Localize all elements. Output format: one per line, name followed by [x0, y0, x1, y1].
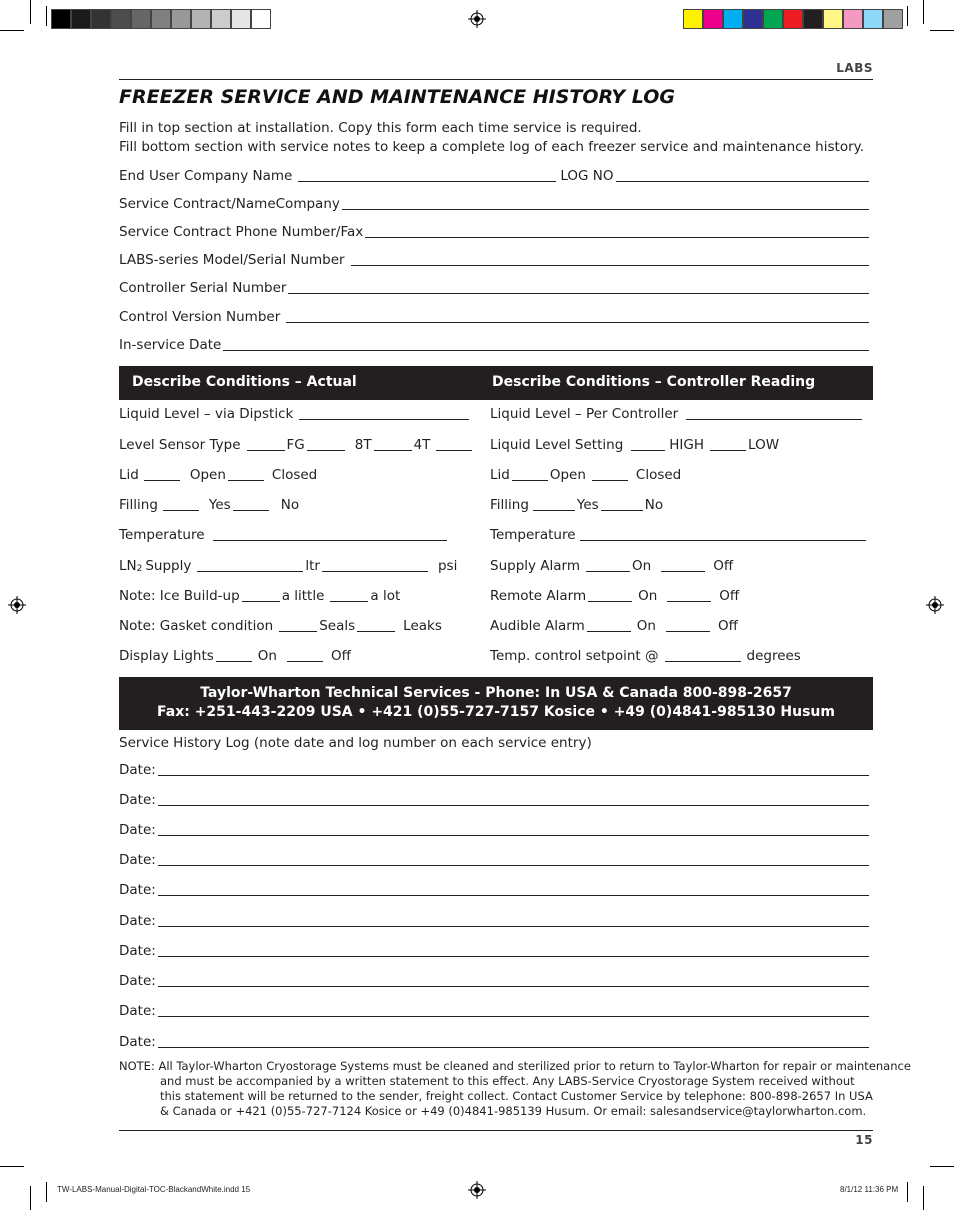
- sensor-8t-field[interactable]: [307, 437, 345, 451]
- supply-alarm-on-label: On: [632, 558, 652, 574]
- footer-rule: [119, 1130, 873, 1131]
- psi-label: psi: [437, 558, 458, 574]
- date-slug: 8/1/12 11:36 PM: [840, 1185, 899, 1194]
- filling-label: Filling: [119, 497, 158, 513]
- audible-alarm-on-field[interactable]: [587, 618, 631, 632]
- t4-label: 4T: [413, 437, 431, 453]
- crop-mark: [923, 0, 924, 24]
- remote-alarm-on-label: On: [638, 588, 658, 604]
- crop-mark: [30, 1186, 31, 1210]
- color-swatch: [863, 9, 883, 29]
- date-entry-field[interactable]: [158, 822, 869, 836]
- ltr-label: ltr: [305, 558, 320, 574]
- audible-alarm-on-label: On: [636, 618, 656, 634]
- date-entry-row: [119, 1032, 869, 1050]
- service-contract-label: Service Contract/NameCompany: [119, 196, 340, 212]
- audible-alarm-off-label: Off: [717, 618, 738, 634]
- remote-alarm-on-field[interactable]: [588, 588, 632, 602]
- log-no-label: LOG NO: [560, 168, 614, 184]
- per-controller-row: [490, 404, 864, 422]
- crop-mark: [46, 1182, 47, 1202]
- supply-alarm-off-field[interactable]: [661, 558, 705, 572]
- fg-label: FG: [286, 437, 305, 453]
- contract-phone-label: Service Contract Phone Number/Fax: [119, 224, 364, 240]
- color-swatch: [823, 9, 843, 29]
- display-lights-label: Display Lights: [119, 648, 214, 664]
- header-rule: [119, 79, 873, 80]
- intro-line: Fill bottom section with service notes to keep a complete log of each freezer service and maintenance history.: [119, 139, 864, 155]
- controller-serial-field[interactable]: [288, 280, 869, 294]
- controller-temperature-label: Temperature: [490, 527, 576, 543]
- lid-open-field[interactable]: [144, 467, 180, 481]
- controller-temperature-row: [490, 525, 868, 543]
- lid-closed-field[interactable]: [228, 467, 264, 481]
- setpoint-row: [490, 646, 801, 664]
- audible-alarm-off-field[interactable]: [666, 618, 710, 632]
- closed-label: Closed: [271, 467, 318, 483]
- lot-label: a lot: [370, 588, 401, 604]
- remote-alarm-off-field[interactable]: [667, 588, 711, 602]
- color-swatch: [171, 9, 191, 29]
- supply-alarm-label: Supply Alarm: [490, 558, 581, 574]
- color-swatch: [251, 9, 271, 29]
- controller-lid-closed-field[interactable]: [592, 467, 628, 481]
- supply-psi-field[interactable]: [322, 558, 428, 572]
- crop-mark: [923, 1186, 924, 1210]
- crop-mark: [907, 1182, 908, 1202]
- ice-row: [119, 586, 400, 604]
- control-version-label: Control Version Number: [119, 309, 281, 325]
- date-entry-row: [119, 790, 869, 808]
- color-swatch: [131, 9, 151, 29]
- lid-row: [119, 465, 317, 483]
- ln-label: LN: [119, 558, 137, 574]
- crop-mark: [930, 1166, 954, 1167]
- date-entry-field[interactable]: [158, 913, 869, 927]
- sensor-row: [119, 435, 474, 453]
- color-swatch: [763, 9, 783, 29]
- audible-alarm-label: Audible Alarm: [490, 618, 585, 634]
- date-entry-field[interactable]: [158, 882, 869, 896]
- color-swatch: [743, 9, 763, 29]
- filling-yes-field[interactable]: [163, 497, 199, 511]
- controller-yes-label: Yes: [576, 497, 599, 513]
- off-label: Off: [330, 648, 351, 664]
- in-service-row: [119, 335, 869, 353]
- ice-little-field[interactable]: [242, 588, 280, 602]
- date-label: Date:: [119, 822, 156, 838]
- yes-label: Yes: [208, 497, 231, 513]
- per-controller-field[interactable]: [686, 406, 862, 420]
- on-label: On: [257, 648, 277, 664]
- low-label: LOW: [748, 437, 780, 453]
- dipstick-row: [119, 404, 471, 422]
- date-entry-row: [119, 760, 869, 778]
- color-bar: [683, 9, 903, 29]
- gasket-seals-field[interactable]: [279, 618, 317, 632]
- return-note: [119, 1059, 911, 1119]
- log-no-field[interactable]: [616, 168, 869, 182]
- page-title: FREEZER SERVICE AND MAINTENANCE HISTORY LOG: [119, 86, 675, 108]
- seals-label: Seals: [319, 618, 356, 634]
- date-label: Date:: [119, 973, 156, 989]
- audible-alarm-row: [490, 616, 738, 634]
- controller-lid-row: [490, 465, 681, 483]
- color-swatch: [231, 9, 251, 29]
- supply-label: Supply: [145, 558, 192, 574]
- ln-subscript: 2: [136, 564, 143, 574]
- contract-phone-field[interactable]: [365, 224, 869, 238]
- ice-label: Note: Ice Build-up: [119, 588, 240, 604]
- color-swatch: [843, 9, 863, 29]
- date-entry-field[interactable]: [158, 943, 869, 957]
- controller-closed-label: Closed: [635, 467, 682, 483]
- company-name-label: End User Company Name: [119, 168, 293, 184]
- intro-line: Fill in top section at installation. Copy this form each time service is required.: [119, 120, 642, 136]
- date-label: Date:: [119, 762, 156, 778]
- model-serial-field[interactable]: [351, 252, 869, 266]
- controller-open-label: Open: [549, 467, 586, 483]
- t8-label: 8T: [354, 437, 372, 453]
- gasket-leaks-field[interactable]: [357, 618, 395, 632]
- controller-lid-open-field[interactable]: [512, 467, 548, 481]
- service-contract-field[interactable]: [342, 196, 869, 210]
- in-service-label: In-service Date: [119, 337, 222, 353]
- date-entry-field[interactable]: [158, 762, 869, 776]
- date-entry-field[interactable]: [158, 1003, 869, 1017]
- phone-row: [119, 222, 869, 240]
- model-serial-label: LABS-series Model/Serial Number: [119, 252, 345, 268]
- crop-mark: [907, 6, 908, 26]
- degrees-label: degrees: [746, 648, 801, 664]
- color-swatch: [111, 9, 131, 29]
- ln2-supply-row: [119, 556, 457, 574]
- little-label: a little: [281, 588, 325, 604]
- setpoint-label: Temp. control setpoint @: [490, 648, 659, 664]
- date-entry-row: [119, 850, 869, 868]
- dipstick-label: Liquid Level – via Dipstick: [119, 406, 294, 422]
- high-label: HIGH: [669, 437, 705, 453]
- filling-row: [119, 495, 299, 513]
- color-swatch: [803, 9, 823, 29]
- temperature-row: [119, 525, 449, 543]
- supply-alarm-row: [490, 556, 733, 574]
- ice-lot-field[interactable]: [330, 588, 368, 602]
- registration-mark-icon: [468, 10, 486, 28]
- controller-lid-label: Lid: [490, 467, 510, 483]
- color-swatch: [723, 9, 743, 29]
- color-swatch: [51, 9, 71, 29]
- date-label: Date:: [119, 1034, 156, 1050]
- section-label: LABS: [836, 61, 873, 75]
- level-setting-row: [490, 435, 779, 453]
- lid-label: Lid: [119, 467, 139, 483]
- conditions-header: [119, 366, 873, 400]
- setpoint-field[interactable]: [665, 648, 741, 662]
- open-label: Open: [189, 467, 226, 483]
- actual-header: Describe Conditions – Actual: [132, 374, 357, 390]
- date-entry-row: [119, 971, 869, 989]
- controller-serial-label: Controller Serial Number: [119, 280, 287, 296]
- control-version-field[interactable]: [286, 309, 869, 323]
- controller-filling-label: Filling: [490, 497, 529, 513]
- crop-mark: [46, 6, 47, 26]
- sensor-label: Level Sensor Type: [119, 437, 241, 453]
- date-entry-row: [119, 1001, 869, 1019]
- remote-alarm-off-label: Off: [719, 588, 740, 604]
- per-controller-label: Liquid Level – Per Controller: [490, 406, 679, 422]
- tech-phone-line: Taylor-Wharton Technical Services - Phone: In USA & Canada 800-898-2657: [200, 685, 792, 701]
- controller-row: [119, 278, 869, 296]
- date-entry-row: [119, 880, 869, 898]
- color-swatch: [683, 9, 703, 29]
- crop-mark: [0, 1166, 24, 1167]
- tech-services-banner: [119, 677, 873, 730]
- intro-text: [119, 119, 879, 157]
- version-row: [119, 307, 869, 325]
- color-swatch: [211, 9, 231, 29]
- sensor-extra-field[interactable]: [436, 437, 472, 451]
- display-lights-row: [119, 646, 351, 664]
- dipstick-field[interactable]: [299, 406, 469, 420]
- date-label: Date:: [119, 913, 156, 929]
- controller-filling-no-field[interactable]: [601, 497, 643, 511]
- sensor-4t-field[interactable]: [374, 437, 412, 451]
- history-heading: Service History Log (note date and log number on each service entry): [119, 735, 592, 751]
- color-swatch: [783, 9, 803, 29]
- color-swatch: [191, 9, 211, 29]
- date-entry-row: [119, 820, 869, 838]
- level-setting-label: Liquid Level Setting: [490, 437, 624, 453]
- color-swatch: [883, 9, 903, 29]
- date-label: Date:: [119, 852, 156, 868]
- temperature-field[interactable]: [213, 527, 447, 541]
- company-log-row: [119, 166, 869, 184]
- page-number: 15: [855, 1133, 873, 1147]
- sensor-fg-field[interactable]: [247, 437, 285, 451]
- gasket-row: [119, 616, 442, 634]
- supply-ltr-field[interactable]: [197, 558, 303, 572]
- controller-header: Describe Conditions – Controller Reading: [492, 374, 816, 390]
- crop-mark: [930, 30, 954, 31]
- tech-fax-line: Fax: +251-443-2209 USA • +421 (0)55-727-7157 Kosice • +49 (0)4841-985130 Husum: [157, 704, 835, 720]
- setting-low-field[interactable]: [710, 437, 746, 451]
- date-label: Date:: [119, 1003, 156, 1019]
- registration-mark-icon: [8, 596, 26, 614]
- crop-mark: [30, 0, 31, 24]
- color-swatch: [151, 9, 171, 29]
- date-label: Date:: [119, 943, 156, 959]
- note-body: and must be accompanied by a written statement to this effect. Any LABS-Service Cryostorage System received without this statement will be returned to the sender, freight collect. Contact Customer Service by telephone: 800-898-2657 In USA & Canada or +421 (0)55-727-7124 Kosice or +49 (0)4841-985139 Husum. Or email: salesandservice@taylorwharton.com.: [160, 1074, 873, 1118]
- color-swatch: [91, 9, 111, 29]
- remote-alarm-row: [490, 586, 739, 604]
- setting-high-field[interactable]: [631, 437, 665, 451]
- controller-filling-yes-field[interactable]: [533, 497, 575, 511]
- registration-mark-icon: [468, 1181, 486, 1199]
- controller-filling-row: [490, 495, 663, 513]
- supply-alarm-off-label: Off: [713, 558, 734, 574]
- date-label: Date:: [119, 792, 156, 808]
- registration-mark-icon: [926, 596, 944, 614]
- date-entry-field[interactable]: [158, 1034, 869, 1048]
- grayscale-bar: [51, 9, 271, 29]
- leaks-label: Leaks: [403, 618, 442, 634]
- display-on-field[interactable]: [216, 648, 252, 662]
- color-swatch: [71, 9, 91, 29]
- filling-no-field[interactable]: [233, 497, 269, 511]
- date-entry-row: [119, 911, 869, 929]
- date-entry-field[interactable]: [158, 792, 869, 806]
- display-off-field[interactable]: [287, 648, 323, 662]
- temperature-label: Temperature: [119, 527, 205, 543]
- date-entry-row: [119, 941, 869, 959]
- date-entry-field[interactable]: [158, 852, 869, 866]
- file-slug: TW-LABS-Manual-Digital-TOC-BlackandWhite.indd 15: [57, 1185, 251, 1194]
- contract-row: [119, 194, 869, 212]
- supply-alarm-on-field[interactable]: [586, 558, 630, 572]
- controller-temperature-field[interactable]: [580, 527, 866, 541]
- in-service-field[interactable]: [223, 337, 869, 351]
- controller-no-label: No: [644, 497, 664, 513]
- company-name-field[interactable]: [298, 168, 556, 182]
- no-label: No: [280, 497, 300, 513]
- color-swatch: [703, 9, 723, 29]
- gasket-label: Note: Gasket condition: [119, 618, 274, 634]
- date-label: Date:: [119, 882, 156, 898]
- remote-alarm-label: Remote Alarm: [490, 588, 587, 604]
- note-first-line: NOTE: All Taylor-Wharton Cryostorage Systems must be cleaned and sterilized prior to return to Taylor-Wharton for repair or maintenance: [119, 1059, 911, 1073]
- date-entry-field[interactable]: [158, 973, 869, 987]
- model-row: [119, 250, 869, 268]
- crop-mark: [0, 30, 24, 31]
